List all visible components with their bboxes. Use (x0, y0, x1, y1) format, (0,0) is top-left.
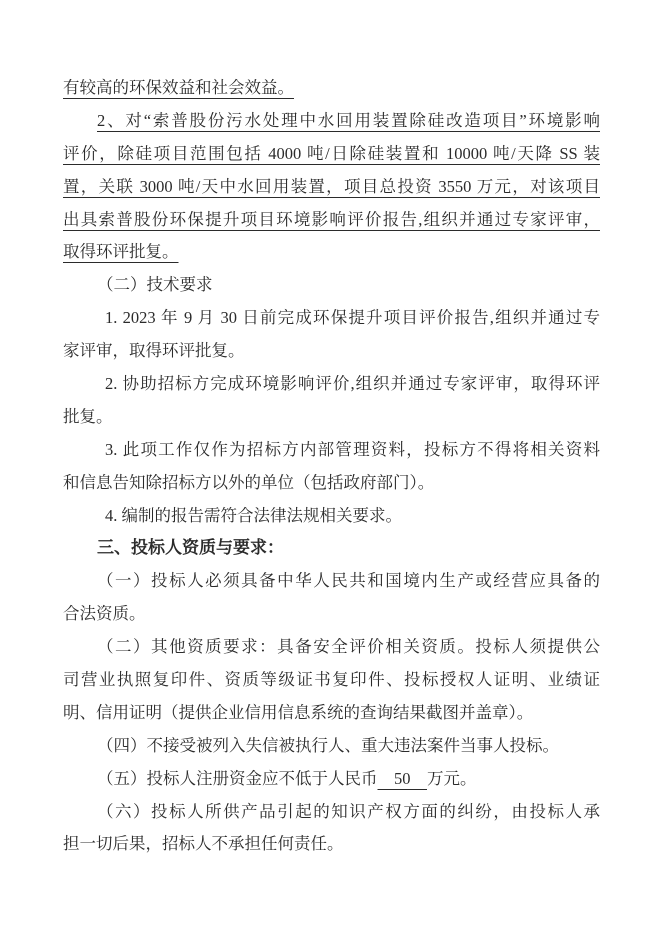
text-run: 万元。 (427, 768, 477, 788)
text-run: （六）投标人所供产品引起的知识产权方面的纠纷，由投标人承 (97, 801, 600, 821)
text-run: 明、信用证明（提供企业信用信息系统的查询结果截图并盖章）。 (63, 702, 534, 722)
text-run: 合法资质。 (63, 604, 146, 624)
item-tech-3-line1 (63, 434, 600, 467)
item-qual-1-line2 (63, 598, 600, 631)
item-tech-3-line2 (63, 467, 600, 500)
text-run: 1. 2023 年 9 月 30 日前完成环保提升项目评价报告,组织并通过专 (105, 308, 600, 328)
item-qual-1-line1 (63, 565, 600, 598)
underlined-text-run: 出具索普股份环保提升项目环境影响评价报告,组织并通过专家评审， (63, 209, 600, 229)
para-project2-line2 (63, 138, 600, 171)
subsection-heading-technical-requirements (63, 269, 600, 302)
item-tech-4 (63, 500, 600, 533)
text-run: 司营业执照复印件、资质等级证书复印件、投标授权人证明、业绩证 (63, 670, 600, 690)
text-run: 和信息告知除招标方以外的单位（包括政府部门）。 (63, 472, 435, 492)
heading-text-run: 三、投标人资质与要求： (97, 538, 284, 558)
text-run: 家评审，取得环评批复。 (63, 341, 245, 361)
text-run: （二）技术要求 (97, 275, 213, 295)
text-run: 2. 协助招标方完成环境影响评价,组织并通过专家评审，取得环评 (105, 374, 600, 394)
underlined-text-run: 置，关联 3000 吨/天中水回用装置，项目总投资 3550 万元，对该项目 (63, 176, 600, 196)
para-project2-line3 (63, 171, 600, 204)
section-heading-bidder-qualifications (63, 532, 600, 565)
item-qual-6-line1 (63, 796, 600, 829)
text-run: 批复。 (63, 406, 113, 426)
text-run: （一）投标人必须具备中华人民共和国境内生产或经营应具备的 (97, 571, 600, 591)
underlined-text-run: 评价，除硅项目范围包括 4000 吨/日除硅装置和 10000 吨/天降 SS 装 (63, 143, 600, 163)
item-qual-2-line1 (63, 631, 600, 664)
item-qual-4 (63, 730, 600, 763)
para-project2-line1 (63, 105, 600, 138)
text-run: （五）投标人注册资金应不低于人民币 (97, 768, 378, 788)
text-run: 3. 此项工作仅作为招标方内部管理资料，投标方不得将相关资料 (105, 439, 600, 459)
para-project2-line4 (63, 204, 600, 237)
text-run: 担一切后果，招标人不承担任何责任。 (63, 834, 344, 854)
text-run: （二）其他资质要求：具备安全评价相关资质。投标人须提供公 (97, 637, 600, 657)
text-run: 4. 编制的报告需符合法律法规相关要求。 (105, 505, 402, 525)
item-tech-1-line2 (63, 335, 600, 368)
item-tech-1-line1 (63, 302, 600, 335)
text-run: （四）不接受被列入失信被执行人、重大违法案件当事人投标。 (97, 735, 559, 755)
para-project2-line5 (63, 236, 600, 269)
item-tech-2-line2 (63, 401, 600, 434)
para-env-benefit-end (63, 72, 600, 105)
item-qual-5-registered-capital (63, 763, 600, 796)
underlined-text-run: 取得环评批复。 (63, 242, 179, 262)
item-qual-2-line2 (63, 664, 600, 697)
item-qual-2-line3 (63, 697, 600, 730)
underlined-text-run: 有较高的环保效益和社会效益。 (63, 78, 294, 97)
registered-capital-value: 50 (377, 768, 427, 788)
item-tech-2-line1 (63, 368, 600, 401)
underlined-text-run: 2、对“索普股份污水处理中水回用装置除硅改造项目”环境影响 (97, 110, 600, 130)
item-qual-6-line2 (63, 828, 600, 861)
document-body (63, 72, 600, 861)
